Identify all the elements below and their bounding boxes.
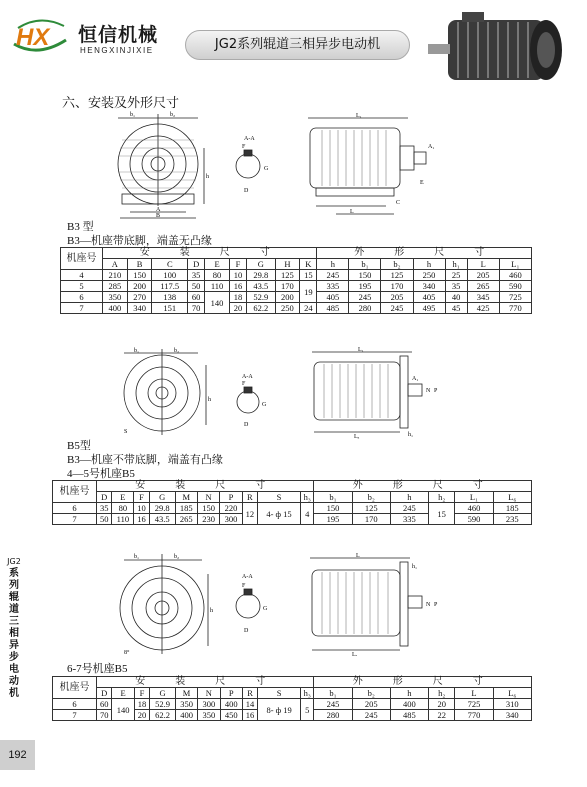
b5b-side-view-drawing [298,552,440,656]
table-cell: 50 [188,281,205,292]
svg-text:G: G [264,166,269,172]
table-cell: 400 [103,303,128,314]
table-cell: 20 [134,710,149,721]
table-cell: 10 [229,270,246,281]
svg-text:Lₐ: Lₐ [354,434,360,440]
row-label: 7 [61,303,103,314]
column-header: R [242,492,257,503]
column-header: h₃ [300,492,313,503]
table-cell: 170 [381,281,413,292]
side-char: 相 [9,628,19,639]
table-cell: 300 [198,699,220,710]
column-header: b₁ [314,492,352,503]
outline-group-head: 外 形 尺 寸 [317,248,532,259]
table-row-head: 机座号 [53,677,97,699]
table-cell: 205 [381,292,413,303]
table-cell: 460 [455,503,493,514]
column-header: A [103,259,128,270]
table-cell: 220 [220,503,242,514]
column-header: E [112,688,134,699]
column-header: h [390,688,428,699]
column-header: h₂ [429,688,455,699]
table-cell: 15 [300,270,317,281]
table-cell: 200 [275,292,300,303]
svg-text:HX: HX [16,24,50,51]
column-header: K [300,259,317,270]
b3-dimension-table [60,247,532,314]
table-cell: 43.5 [247,281,276,292]
column-header: b₁ [314,688,352,699]
column-header: N [197,492,219,503]
side-char: 异 [9,640,19,651]
b5a-side-view-drawing [300,346,440,440]
column-header: B [127,259,152,270]
svg-text:b₂: b₂ [170,112,176,118]
side-char: 动 [9,676,19,687]
column-header: C [152,259,188,270]
table-cell: 170 [275,281,300,292]
svg-text:h₁: h₁ [408,432,414,438]
side-char: 道 [9,604,19,615]
table-cell: 245 [381,303,413,314]
table-cell: 250 [275,303,300,314]
svg-text:B: B [156,213,161,219]
table-cell: 22 [429,710,455,721]
column-header: L [455,688,493,699]
svg-text:L: L [356,553,360,559]
svg-text:h: h [210,608,213,614]
table-cell: 245 [390,503,428,514]
b3-front-view-drawing [100,108,220,220]
page-title: JG2系列辊道三相异步电动机 [185,30,410,60]
table-cell: 340 [127,303,152,314]
svg-text:b₁: b₁ [134,554,140,560]
table-cell: 19 [300,281,317,303]
row-label: 5 [61,281,103,292]
table-cell: 62.2 [150,710,176,721]
table-cell: 335 [390,514,428,525]
column-header: S [258,688,301,699]
table-cell: 205 [467,270,499,281]
table-cell: 725 [455,699,493,710]
svg-text:A-A: A-A [244,136,255,142]
svg-text:D: D [244,628,249,634]
table-cell: 485 [390,710,428,721]
svg-text:A₁: A₁ [428,144,435,150]
table-cell: 5 [301,699,314,721]
svg-text:P: P [434,602,438,608]
column-header: h [317,259,349,270]
table-row [61,292,532,303]
svg-text:E: E [420,180,424,186]
table-cell: 70 [188,303,205,314]
table-cell: 29.8 [149,503,175,514]
side-char: 步 [9,652,19,663]
column-header: G [150,688,176,699]
row-label: 7 [53,514,97,525]
table-cell: 310 [493,699,531,710]
svg-text:A₁: A₁ [412,376,419,382]
svg-text:F: F [242,381,246,387]
table-cell: 25 [445,270,467,281]
column-header: L₁ [499,259,531,270]
b5a-frame-note: 4—5号机座B5 [67,468,135,480]
table-cell: 205 [352,699,390,710]
column-header: h [390,492,428,503]
column-header: F [134,688,149,699]
table-cell: 125 [352,503,390,514]
b3-side-view-drawing [296,110,442,220]
column-header: h₃ [301,688,314,699]
table-row [53,699,532,710]
svg-text:h: h [206,174,209,180]
table-cell: 270 [127,292,152,303]
column-header: P [220,492,242,503]
table-cell: 245 [317,270,349,281]
table-cell: 425 [467,303,499,314]
table-cell: 280 [314,710,352,721]
row-label: 4 [61,270,103,281]
table-cell: 230 [197,514,219,525]
b5b-shaft-section-drawing [232,570,272,636]
column-header: G [149,492,175,503]
svg-text:D: D [244,422,249,428]
table-cell: 245 [314,699,352,710]
table-cell: 265 [175,514,197,525]
svg-text:8°: 8° [124,650,130,656]
table-cell: 185 [493,503,531,514]
table-cell: 43.5 [149,514,175,525]
table-row-head: 机座号 [53,481,97,503]
column-header: D [97,688,112,699]
company-logo [8,14,178,64]
column-header: R [242,688,257,699]
table-cell: 8- ф 19 [258,699,301,721]
column-header: E [112,492,134,503]
table-cell: 185 [175,503,197,514]
svg-text:b₁: b₁ [130,112,136,118]
table-cell: 100 [152,270,188,281]
svg-text:F: F [242,144,246,150]
table-cell: 35 [97,503,112,514]
b3-caption: B3 型 [67,221,94,233]
svg-text:L₁: L₁ [356,113,362,119]
column-header: G [247,259,276,270]
side-char: 机 [9,688,19,699]
table-cell: 14 [242,699,257,710]
table-cell: 125 [381,270,413,281]
column-header: P [220,688,242,699]
column-header: h₂ [428,492,454,503]
table-cell: 245 [349,292,381,303]
column-header: h₁ [445,259,467,270]
table-cell: 35 [188,270,205,281]
svg-text:L₁: L₁ [358,347,364,353]
install-group-head: 安 装 尺 寸 [103,248,317,259]
table-row [61,270,532,281]
table-row [53,503,532,514]
table-cell: 80 [112,503,134,514]
outline-group-head: 外 形 尺 寸 [314,677,532,688]
table-cell: 52.9 [150,699,176,710]
svg-text:A-A: A-A [242,574,253,580]
side-char: 辊 [9,592,19,603]
table-cell: 60 [97,699,112,710]
table-cell: 400 [390,699,428,710]
table-cell: 80 [205,270,230,281]
company-name-en: HENGXINJIXIE [80,46,154,55]
b5a-caption: B5型 [67,440,91,452]
table-cell: 340 [413,281,445,292]
svg-text:h: h [208,397,211,403]
svg-text:b₂: b₂ [174,348,180,354]
table-cell: 245 [352,710,390,721]
column-header: S [258,492,301,503]
table-cell: 15 [428,503,454,525]
table-cell: 495 [413,303,445,314]
table-cell: 265 [467,281,499,292]
column-header: M [175,492,197,503]
table-cell: 405 [413,292,445,303]
column-header: H [275,259,300,270]
b3-shaft-section-drawing [232,132,272,198]
svg-text:P: P [434,388,438,394]
hx-logo-icon [8,14,72,60]
table-cell: 590 [455,514,493,525]
svg-text:G: G [263,606,268,612]
table-cell: 29.8 [247,270,276,281]
table-row-head: 机座号 [61,248,103,270]
row-label: 6 [53,699,97,710]
svg-text:Lₐ: Lₐ [352,652,358,656]
motor-photo [428,8,578,88]
table-cell: 35 [445,281,467,292]
svg-text:N: N [426,602,431,608]
side-series-code: JG2 [7,557,21,566]
table-cell: 280 [349,303,381,314]
row-label: 7 [53,710,97,721]
table-cell: 138 [152,292,188,303]
table-cell: 335 [317,281,349,292]
install-group-head: 安 装 尺 寸 [97,481,314,492]
column-header: b₂ [352,492,390,503]
table-cell: 450 [220,710,242,721]
table-cell: 10 [134,503,149,514]
table-cell: 151 [152,303,188,314]
column-header: E [205,259,230,270]
side-char: 三 [9,616,19,627]
table-cell: 350 [198,710,220,721]
column-header: L₁ [455,492,493,503]
table-cell: 18 [134,699,149,710]
side-char: 列 [9,580,19,591]
page-number: 192 [0,740,35,770]
table-cell: 4- ф 15 [258,503,301,525]
table-cell: 40 [445,292,467,303]
outline-group-head: 外 形 尺 寸 [314,481,532,492]
table-cell: 170 [352,514,390,525]
table-cell: 300 [220,514,242,525]
table-cell: 150 [127,270,152,281]
table-cell: 60 [188,292,205,303]
table-cell: 50 [97,514,112,525]
table-cell: 590 [499,281,531,292]
svg-text:A-A: A-A [242,374,253,380]
table-cell: 195 [314,514,352,525]
svg-text:F: F [242,583,246,589]
table-cell: 62.2 [247,303,276,314]
table-cell: 460 [499,270,531,281]
table-cell: 235 [493,514,531,525]
column-header: D [97,492,112,503]
row-label: 6 [53,503,97,514]
table-cell: 12 [242,503,257,525]
b5b-front-view-drawing [108,550,218,660]
table-cell: 195 [349,281,381,292]
table-cell: 70 [97,710,112,721]
table-cell: 770 [499,303,531,314]
table-cell: 117.5 [152,281,188,292]
b3-description: B3—机座带底脚，端盖无凸缘 [67,235,212,247]
table-cell: 345 [467,292,499,303]
column-header: L [467,259,499,270]
column-header: b₂ [381,259,413,270]
table-cell: 4 [300,503,313,525]
svg-text:N: N [426,388,431,394]
column-header: L₆ [493,688,531,699]
b5a-shaft-section-drawing [232,370,272,432]
table-cell: 150 [314,503,352,514]
row-label: 6 [61,292,103,303]
column-header: b₂ [352,688,390,699]
b5a-description: B3—机座不带底脚，端盖有凸缘 [67,454,223,466]
svg-text:L: L [350,209,354,215]
b5a-dimension-table [52,480,532,525]
table-cell: 20 [429,699,455,710]
b5b-caption: 6-7号机座B5 [67,663,128,675]
table-cell: 725 [499,292,531,303]
table-cell: 150 [197,503,219,514]
table-row [61,303,532,314]
column-header: M [175,688,197,699]
table-cell: 405 [317,292,349,303]
svg-text:b₂: b₂ [174,554,180,560]
table-cell: 400 [175,710,197,721]
svg-text:h₁: h₁ [412,564,418,570]
side-series-label [5,556,23,700]
table-cell: 250 [413,270,445,281]
svg-text:G: G [262,402,267,408]
column-header: F [134,492,149,503]
table-cell: 110 [205,281,230,292]
table-row [61,281,532,292]
side-char: 电 [9,664,19,675]
table-cell: 125 [275,270,300,281]
table-cell: 285 [103,281,128,292]
svg-text:A: A [156,207,161,213]
svg-text:S: S [124,429,128,435]
table-cell: 140 [205,292,230,314]
table-cell: 150 [349,270,381,281]
column-header: F [229,259,246,270]
svg-text:D: D [244,188,249,194]
table-cell: 140 [112,699,134,721]
table-cell: 110 [112,514,134,525]
table-cell: 350 [103,292,128,303]
side-char: 系 [9,568,19,579]
column-header: L₆ [493,492,531,503]
table-cell: 210 [103,270,128,281]
company-name-cn: 恒信机械 [78,24,159,46]
table-cell: 20 [229,303,246,314]
b5a-front-view-drawing [106,345,216,435]
table-cell: 340 [493,710,531,721]
table-cell: 350 [175,699,197,710]
table-cell: 200 [127,281,152,292]
column-header: D [188,259,205,270]
table-cell: 485 [317,303,349,314]
table-cell: 24 [300,303,317,314]
section-title: 六、安装及外形尺寸 [62,96,180,111]
table-cell: 18 [229,292,246,303]
install-group-head: 安 装 尺 寸 [97,677,314,688]
table-cell: 16 [134,514,149,525]
svg-text:C: C [396,200,401,206]
svg-text:b₁: b₁ [134,348,140,354]
table-cell: 16 [242,710,257,721]
column-header: h [413,259,445,270]
table-cell: 770 [455,710,493,721]
table-cell: 16 [229,281,246,292]
table-cell: 400 [220,699,242,710]
table-cell: 45 [445,303,467,314]
b5b-dimension-table [52,676,532,721]
table-cell: 52.9 [247,292,276,303]
column-header: b₁ [349,259,381,270]
column-header: N [198,688,220,699]
